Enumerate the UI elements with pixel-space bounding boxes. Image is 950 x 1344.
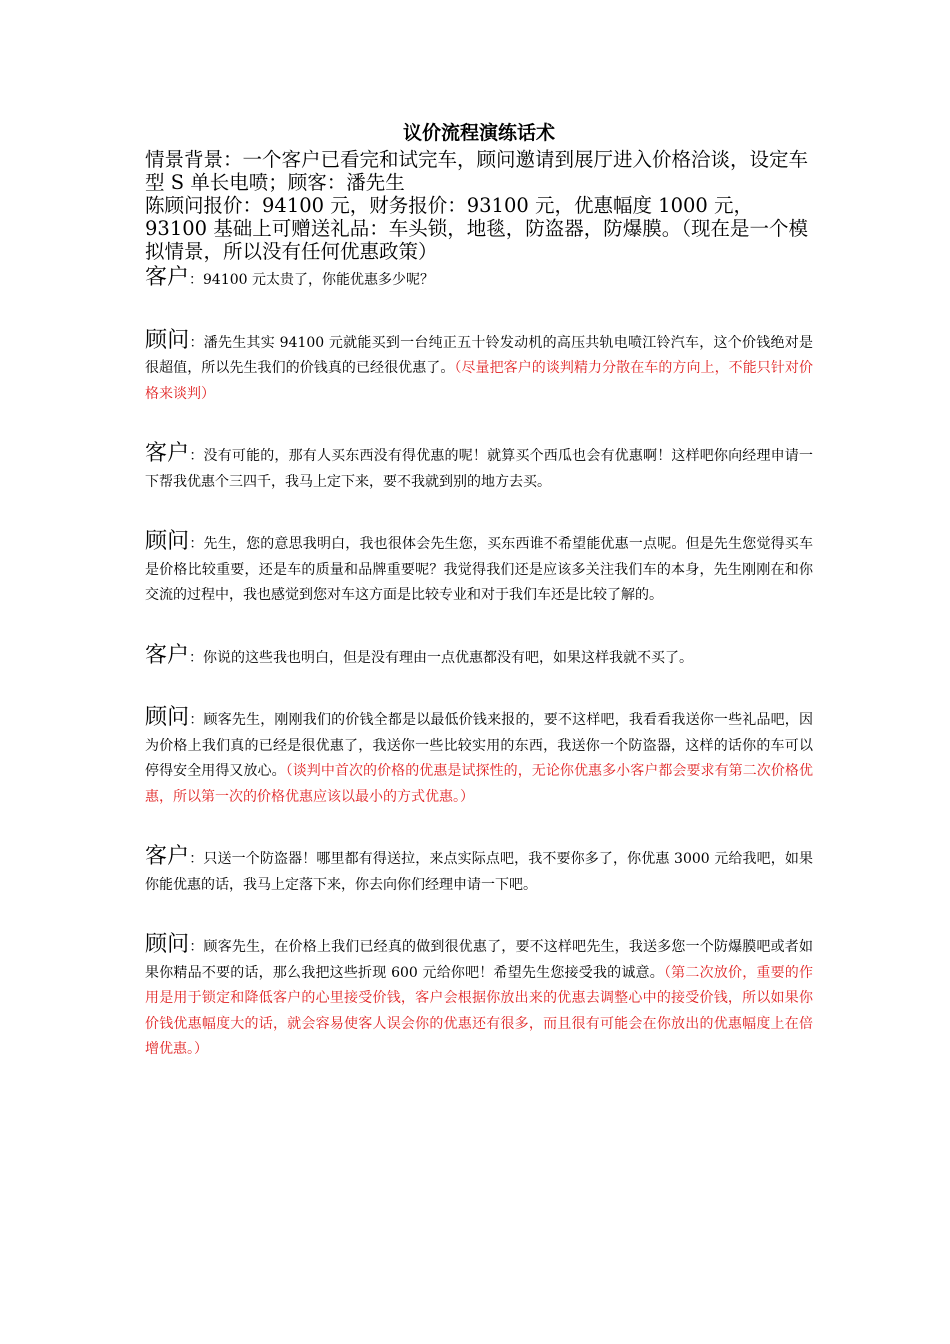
dialogue-text: ：顾客先生，刚刚我们的价钱全都是以最低价钱来报的，要不这样吧，我看看我送你一些礼品吧，因为价格上我们真的已经是很优惠了，我送你一些比较实用的东西，我送你一个防盗器，这样的话你的车可以停得安全用得又放心。: [145, 712, 813, 779]
dialogue-customer-2: [145, 443, 813, 495]
dialogue-customer-4: [145, 846, 813, 898]
speaker-label: 顾问: [145, 327, 190, 353]
speaker-label: 顾问: [145, 932, 190, 957]
intro-background: 情景背景：一个客户已看完和试完车，顾问邀请到展厅进入价格洽谈，设定车型 S 单长电喷；顾客：潘先生: [145, 148, 809, 194]
dialogue-advisor-2: [145, 531, 813, 609]
dialogue-advisor-4: [145, 934, 813, 1063]
document-content: [145, 120, 813, 1063]
speaker-label: 顾问: [145, 705, 190, 730]
dialogue-text: ：94100 元太贵了，你能优惠多少呢？: [189, 272, 435, 288]
strategy-note: （谈判中首次的价格的优惠是试探性的，无论你优惠多小客户都会要求有第二次价格优惠，所以第一次的价格优惠应该以最小的方式优惠。）: [145, 763, 813, 805]
dialogue-customer-1: [145, 267, 813, 294]
dialogue-text: ：只送一个防盗器！哪里都有得送拉，来点实际点吧，我不要你多了，你优惠 3000 元给我吧，如果你能优惠的话，我马上定落下来，你去向你们经理申请一下吧。: [145, 851, 813, 893]
document-title: 议价流程演练话术: [402, 122, 555, 144]
strategy-note: （第二次放价，重要的作用是用于锁定和降低客户的心里接受价钱，客户会根据你放出来的优惠去调整心中的接受价钱，所以如果你价钱优惠幅度大的话，就会容易使客人误会你的优惠还有很多，而且很有可能会在你放出的优惠幅度上在倍增优惠。）: [145, 964, 814, 1057]
dialogue-text: ：没有可能的，那有人买东西没有得优惠的呢！就算买个西瓜也会有优惠啊！这样吧你向经理申请一下帮我优惠个三四千，我马上定下来，要不我就到别的地方去买。: [145, 448, 813, 490]
speaker-label: 客户: [145, 441, 190, 466]
dialogue-customer-3: [145, 642, 813, 672]
dialogue-text: ：先生，您的意思我明白，我也很体会先生您，买东西谁不希望能优惠一点呢。但是先生您觉得买车是价格比较重要，还是车的质量和品牌重要呢？我觉得我们还是应该多关注我们车的本身，先生刚刚在和你交流的过程中，我也感觉到您对车这方面是比较专业和对于我们车还是比较了解的。: [145, 536, 813, 603]
dialogue-text: ：你说的这些我也明白，但是没有理由一点优惠都没有吧，如果这样我就不买了。: [189, 649, 694, 666]
speaker-label: 客户: [145, 265, 190, 290]
dialogue-text: ：潘先生其实 94100 元就能买到一台纯正五十铃发动机的高压共轨电喷江铃汽车，这个价钱绝对是很超值，所以先生我们的价钱真的已经很优惠了。: [145, 334, 813, 376]
dialogue-advisor-3: [145, 707, 813, 810]
strategy-note: （尽量把客户的谈判精力分散在车的方向上，不能只针对价格来谈判）: [145, 360, 814, 402]
intro-prices: 陈顾问报价：94100 元，财务报价：93100 元，优惠幅度 1000 元，93100 基础上可赠送礼品：车头锁，地毯，防盗器，防爆膜。（现在是一个模拟情景，所以没有任何优惠政策）: [145, 194, 808, 263]
dialogue-text: ：顾客先生，在价格上我们已经真的做到很优惠了，要不这样吧先生，我送多您一个防爆膜吧或者如果你精品不要的话，那么我把这些折现 600 元给你吧！希望先生您接受我的诚意。: [145, 939, 813, 981]
speaker-label: 客户: [145, 642, 190, 668]
dialogue-advisor-1: [145, 327, 814, 408]
speaker-label: 客户: [145, 844, 190, 869]
speaker-label: 顾问: [145, 529, 190, 554]
